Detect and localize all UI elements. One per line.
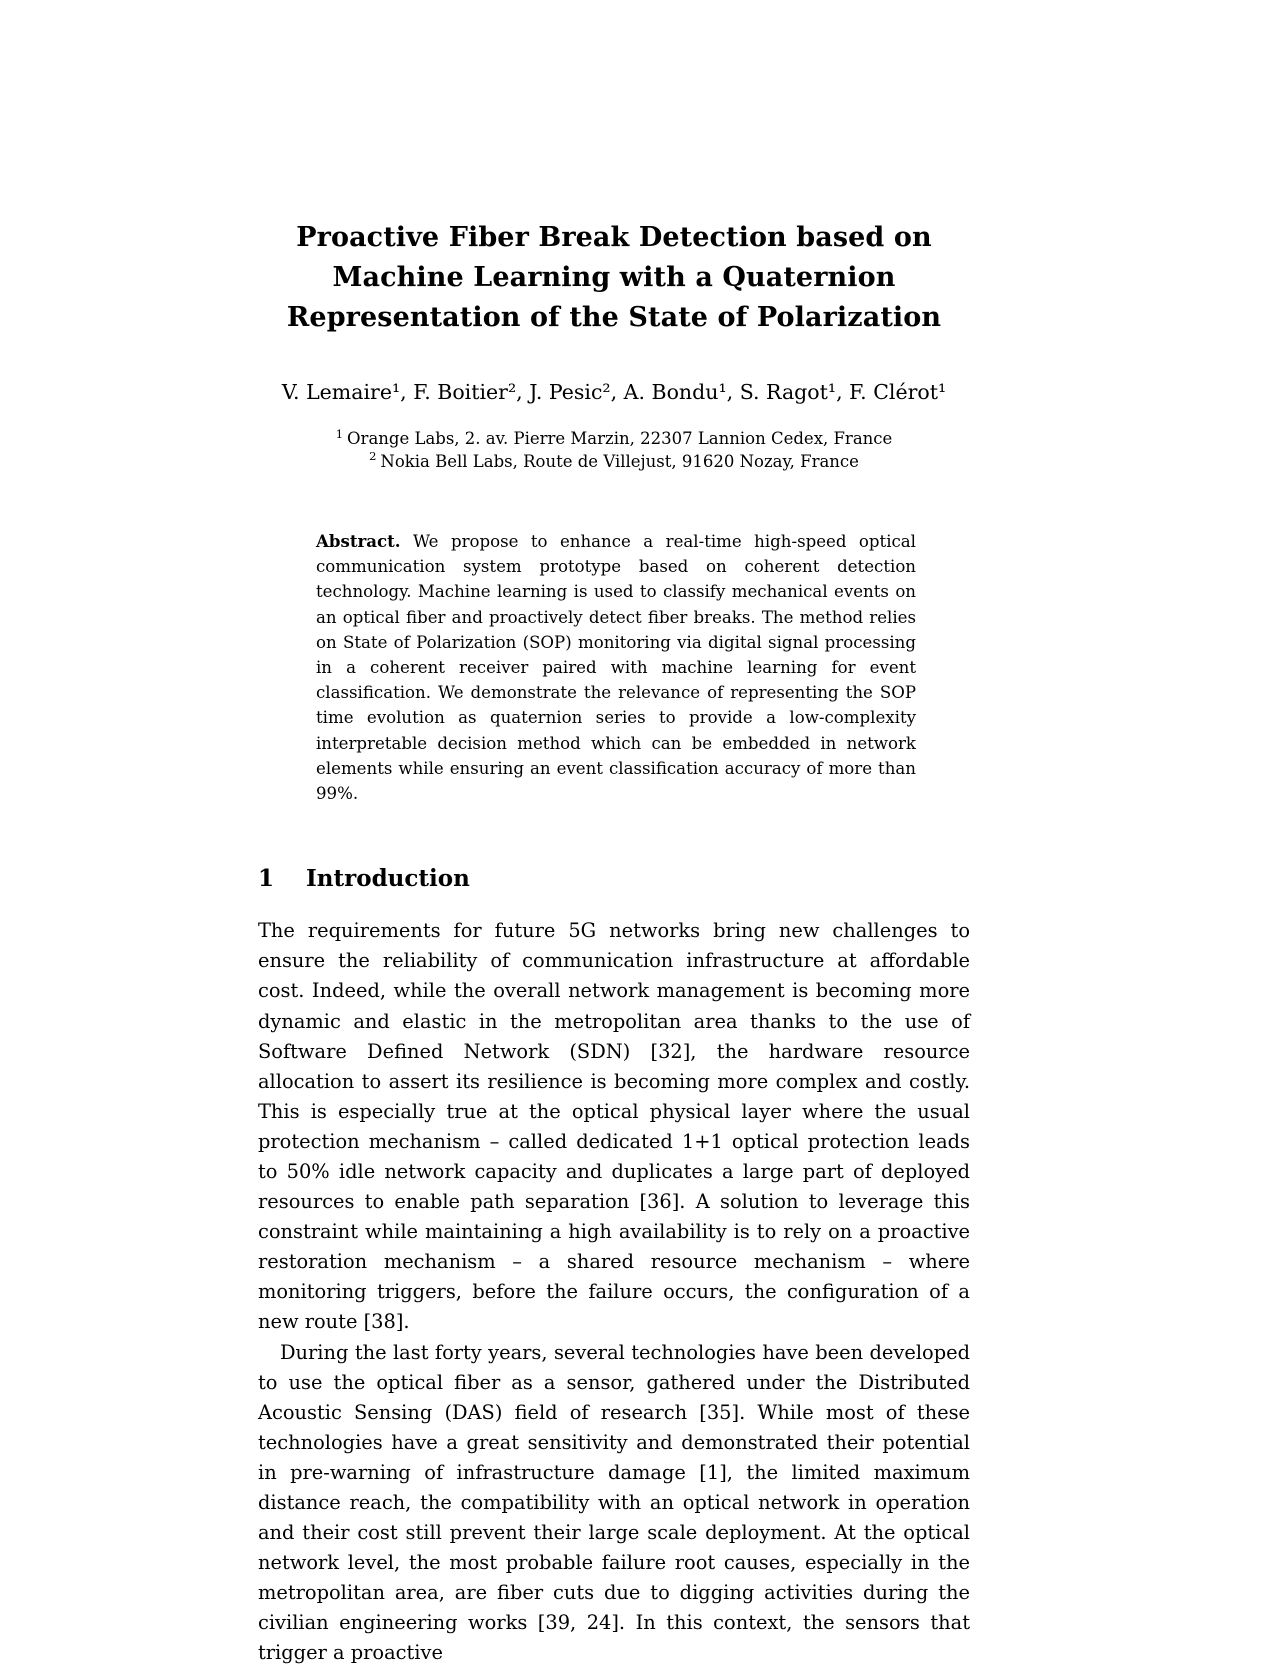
section-heading-introduction: [258, 864, 970, 894]
section-title: Introduction: [306, 865, 470, 893]
affiliation-2: [258, 451, 970, 474]
affiliation-text-2: Nokia Bell Labs, Route de Villejust, 91620 Nozay, France: [380, 451, 859, 471]
paragraph-2: During the last forty years, several technologies have been developed to use the optical fiber as a sensor, gathered under the Distributed Acoustic Sensing (DAS) field of research [35]. While most of these technologies have a great sensitivity and demonstrated their potential in pre-warning of infrastructure damage [1], the limited maximum distance reach, the compatibility with an optical network in operation and their cost still prevent their large scale deployment. At the optical network level, the most probable failure root causes, especially in the metropolitan area, are fiber cuts due to digging activities during the civilian engineering works [39, 24]. In this context, the sensors that trigger a proactive: [258, 1340, 970, 1665]
section-body-introduction: [258, 916, 970, 1668]
affiliation-1: [258, 428, 970, 451]
affiliation-text-1: Orange Labs, 2. av. Pierre Marzin, 22307 Lannion Cedex, France: [347, 429, 893, 448]
paragraph-1: The requirements for future 5G networks bring new challenges to ensure the reliability of communication infrastructure at affordable cost. Indeed, while the overall network management is becoming more dynamic and elastic in the metropolitan area thanks to the use of Software Defined Network (SDN) [32], the hardware resource allocation to assert its resilience is becoming more complex and costly. This is especially true at the optical physical layer where the usual protection mechanism – called dedicated 1+1 optical protection leads to 50% idle network capacity and duplicates a large part of deployed resources to enable path separation [36]. A solution to leverage this constraint while maintaining a high availability is to rely on a proactive restoration mechanism – a shared resource mechanism – where monitoring triggers, before the failure occurs, the configuration of a new route [38].: [258, 919, 970, 1334]
title-line-1: Proactive Fiber Break Detection based on: [296, 222, 932, 253]
abstract-label: Abstract.: [316, 531, 401, 551]
affiliation-marker-1: 1: [335, 426, 344, 441]
abstract-block: [316, 529, 916, 806]
affiliation-marker-2: 2: [369, 449, 377, 463]
section-number: 1: [258, 865, 275, 893]
title-line-2: Machine Learning with a Quaternion: [332, 262, 896, 293]
title-line-3: Representation of the State of Polarization: [286, 302, 942, 333]
affiliation-list: [258, 428, 970, 473]
author-list: V. Lemaire¹, F. Boitier², J. Pesic², A. Bondu¹, S. Ragot¹, F. Clérot¹: [281, 380, 947, 404]
paper-title: [258, 218, 970, 338]
page-content-column: [258, 0, 970, 1669]
abstract-text: We propose to enhance a real-time high-speed optical communication system prototype based on coherent detection technology. Machine learning is used to classify mechanical events on an optical fiber and proactively detect fiber breaks. The method relies on State of Polarization (SOP) monitoring via digital signal processing in a coherent receiver paired with machine learning for event classification. We demonstrate the relevance of representing the SOP time evolution as quaternion series to provide a low-complexity interpretable decision method which can be embedded in network elements while ensuring an event classification accuracy of more than 99%.: [316, 532, 916, 804]
